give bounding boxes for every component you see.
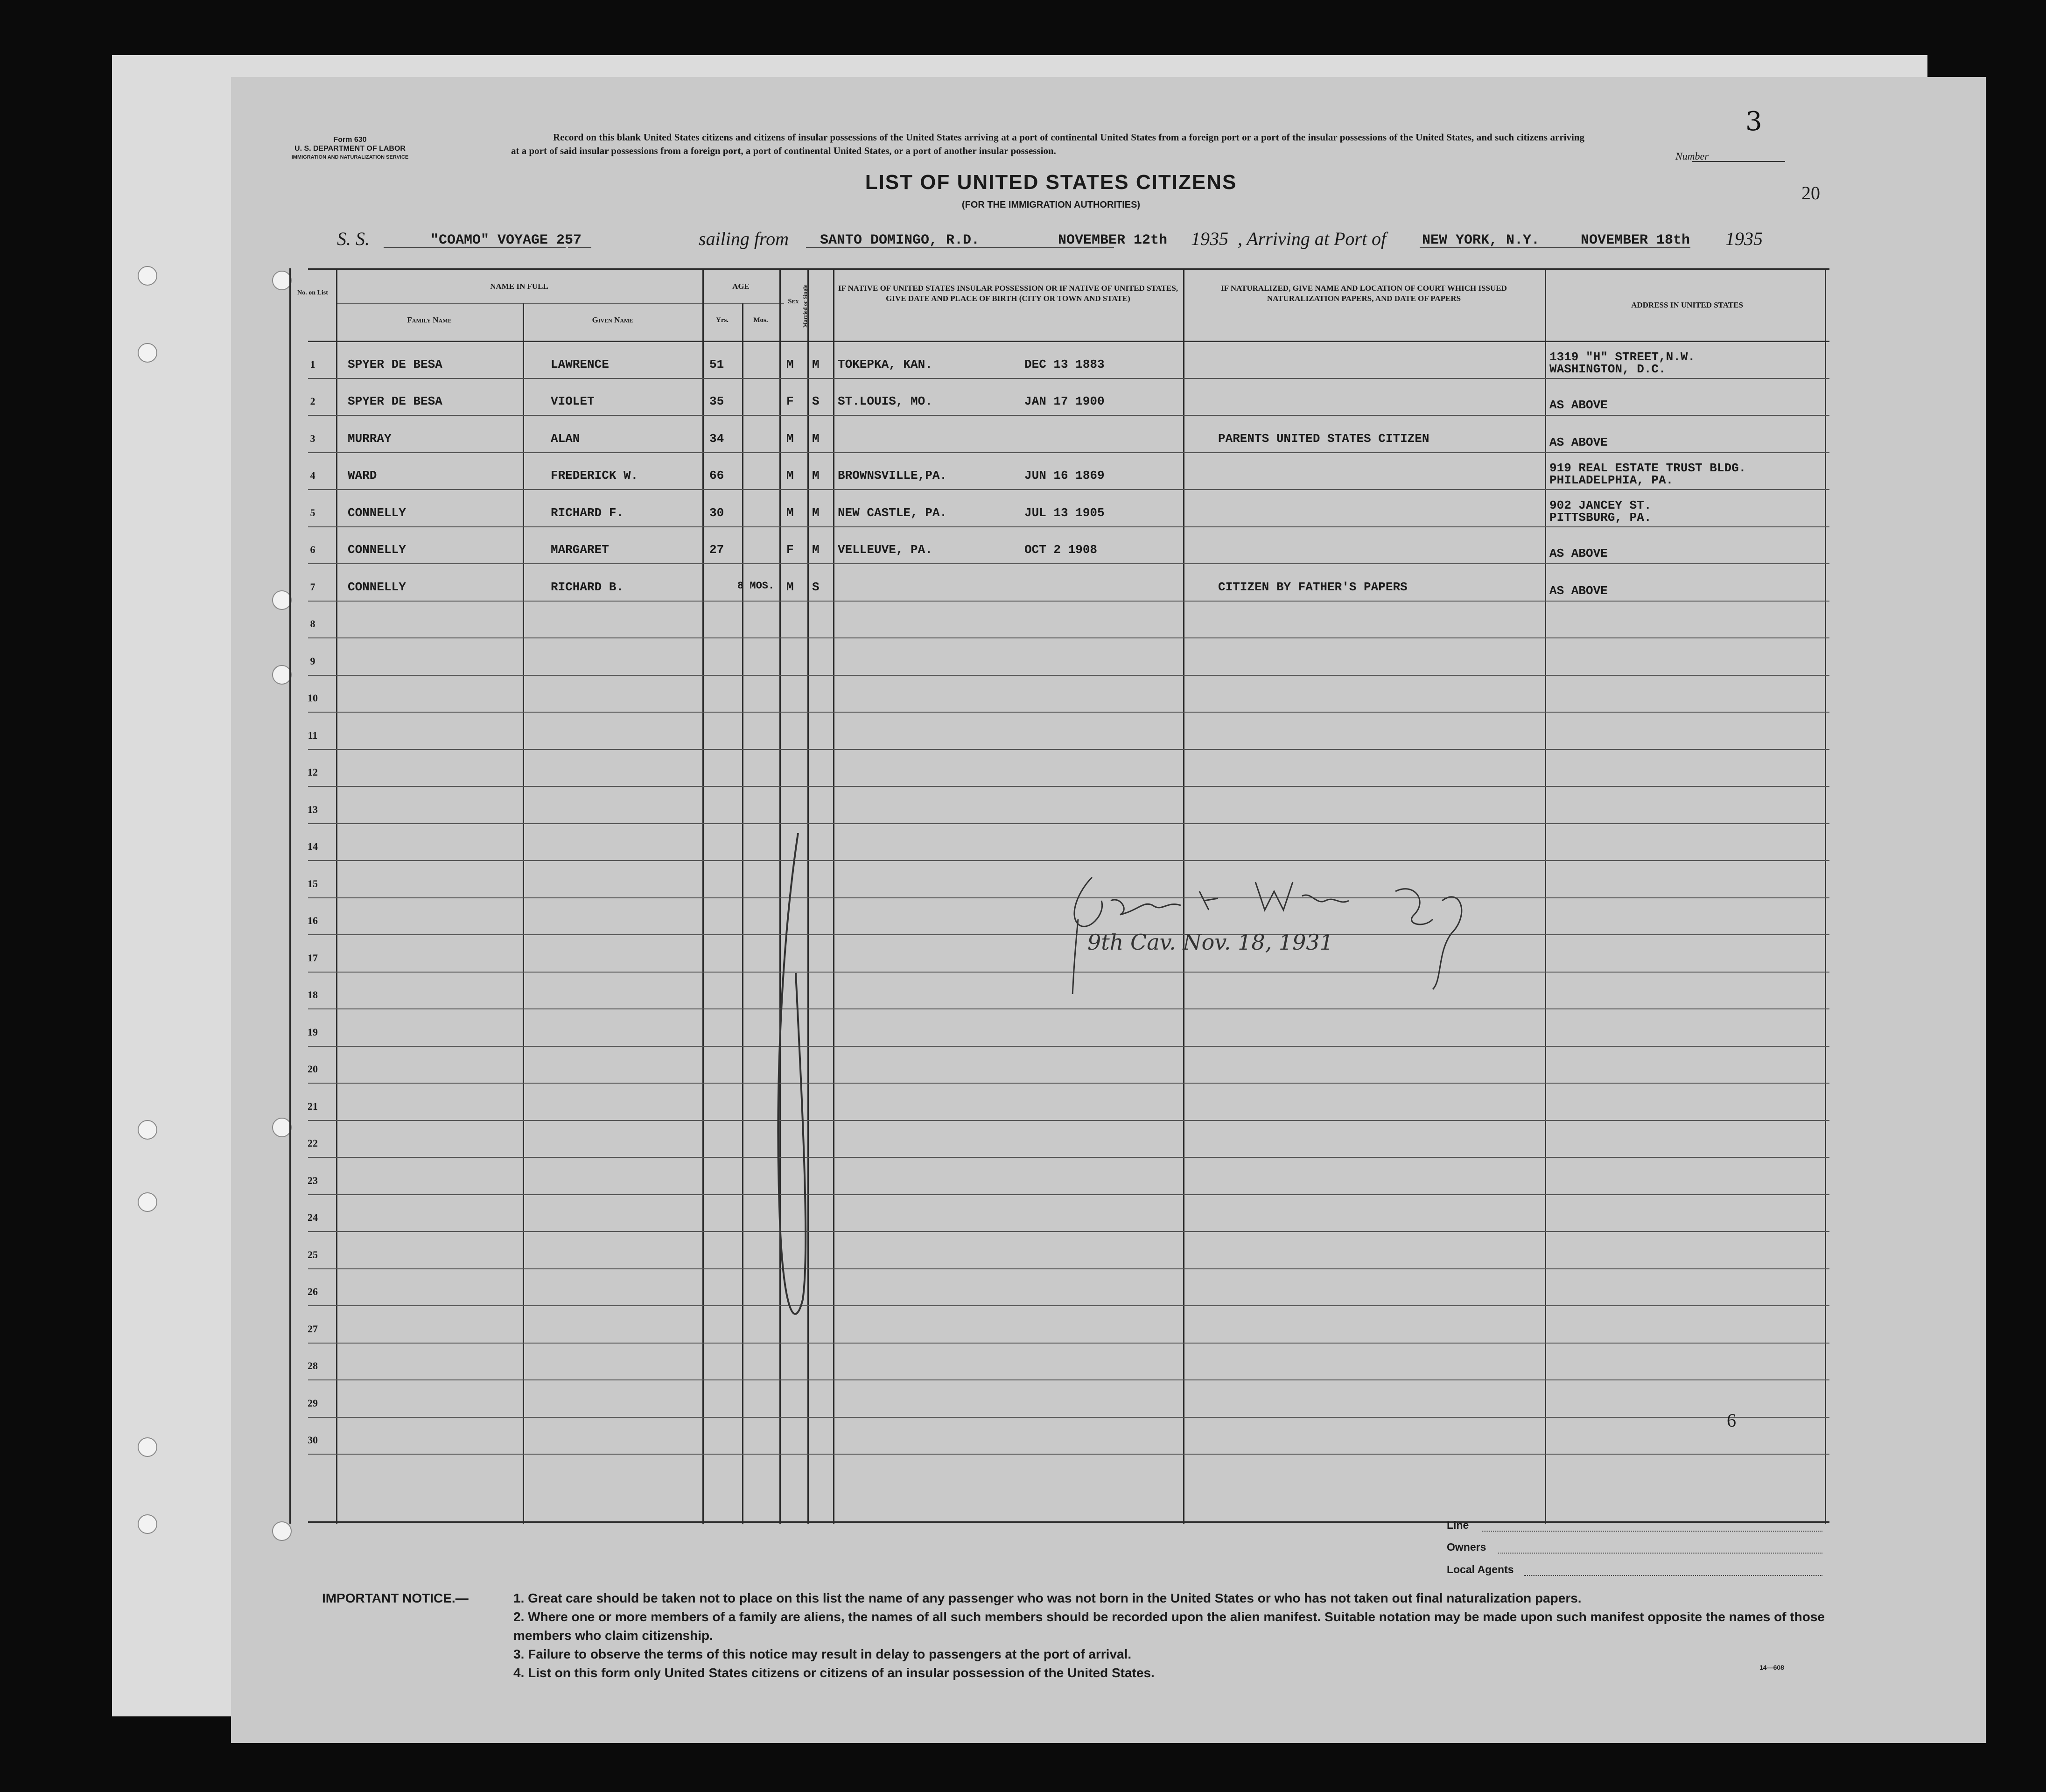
address-line1-cell: AS ABOVE bbox=[1549, 435, 1608, 449]
owners-field bbox=[1498, 1553, 1822, 1554]
row-number: 28 bbox=[308, 1360, 318, 1372]
row-number: 23 bbox=[308, 1174, 318, 1186]
number-underline bbox=[1692, 161, 1785, 162]
row-number: 20 bbox=[308, 1063, 318, 1075]
header-address: ADDRESS IN UNITED STATES bbox=[1631, 301, 1743, 309]
row-rule bbox=[308, 1157, 1829, 1158]
address-line1-cell: 902 JANCEY ST. bbox=[1549, 498, 1652, 512]
notice-item: 3. Failure to observe the terms of this notice may result in delay to passengers at the port of arrival. bbox=[513, 1647, 1132, 1661]
row-rule bbox=[308, 675, 1829, 676]
row-rule bbox=[308, 563, 1829, 564]
row-rule bbox=[308, 1046, 1829, 1047]
row-number: 12 bbox=[308, 766, 318, 778]
row-number: 22 bbox=[308, 1137, 318, 1149]
binder-hole bbox=[138, 1437, 157, 1457]
form-code: 14—608 bbox=[1759, 1664, 1784, 1671]
sex-cell: M bbox=[786, 580, 794, 594]
binder-hole bbox=[272, 1521, 292, 1541]
header-bottom-rule bbox=[308, 341, 1829, 342]
header-birth: IF NATIVE OF UNITED STATES INSULAR POSSESSION OR IF NATIVE OF UNITED STATES, GIVE DATE AND PLACE OF BIRTH (CITY OR TOWN AND STATE) bbox=[838, 284, 1178, 303]
sex-cell: M bbox=[786, 469, 794, 483]
local-agents-label: Local Agents bbox=[1447, 1563, 1514, 1575]
row-number: 3 bbox=[310, 432, 315, 444]
notice-item: 2. Where one or more members of a family are aliens, the names of all such members should be recorded upon the alien manifest. Suitable notation may be made upon such manifest opposite the names of those members who claim citizenship. bbox=[513, 1610, 1825, 1643]
page-title: LIST OF UNITED STATES CITIZENS bbox=[865, 171, 1237, 194]
row-number: 18 bbox=[308, 989, 318, 1001]
family-name-cell: CONNELLY bbox=[348, 580, 406, 594]
sex-cell: F bbox=[786, 543, 794, 557]
family-name-cell: WARD bbox=[348, 469, 377, 483]
row-rule bbox=[308, 526, 1829, 527]
arrival-date: NOVEMBER 18th bbox=[1581, 232, 1690, 248]
row-number: 4 bbox=[310, 469, 315, 481]
col-rule bbox=[1545, 268, 1546, 1524]
table-bottom-rule bbox=[308, 1521, 1829, 1523]
binder-hole bbox=[138, 343, 157, 363]
row-number: 1 bbox=[310, 358, 315, 370]
row-rule bbox=[308, 712, 1829, 713]
row-rule bbox=[308, 601, 1829, 602]
ship-underline-end bbox=[568, 247, 591, 248]
marital-status-cell: S bbox=[812, 580, 820, 594]
age-years-cell: 35 bbox=[709, 394, 724, 408]
header-given-name: Given Name bbox=[592, 315, 633, 324]
row-rule bbox=[308, 1231, 1829, 1232]
row-rule bbox=[308, 452, 1829, 453]
address-line1-cell: 1319 "H" STREET,N.W. bbox=[1549, 350, 1696, 364]
row-number: 24 bbox=[308, 1211, 318, 1223]
sex-cell: F bbox=[786, 394, 794, 408]
form-instruction: Record on this blank United States citizens and citizens of insular possessions of the United States arriving at a port of continental United States from a foreign port or a port of the insular possessions of the United States, and such citizens arriving at a port of said insular possessions from a foreign port, a port of continental United States, or a port of another insular possession. bbox=[511, 132, 1584, 156]
handwritten-note: 9th Cav. Nov. 18, 1931 bbox=[1087, 930, 1333, 955]
row-rule bbox=[308, 1305, 1829, 1306]
row-rule bbox=[308, 378, 1829, 379]
passenger-table bbox=[289, 268, 1829, 1524]
row-number: 21 bbox=[308, 1100, 318, 1112]
row-number: 10 bbox=[308, 692, 318, 704]
sex-cell: M bbox=[786, 505, 794, 520]
line-field bbox=[1482, 1531, 1822, 1532]
col-rule bbox=[742, 303, 743, 1524]
address-line1-cell: AS ABOVE bbox=[1549, 398, 1608, 412]
department-name: U. S. DEPARTMENT OF LABOR bbox=[294, 145, 406, 153]
age-years-cell: 66 bbox=[709, 469, 724, 483]
birth-date-cell: DEC 13 1883 bbox=[1024, 357, 1105, 371]
col-rule bbox=[1825, 268, 1826, 1524]
given-name-cell: RICHARD F. bbox=[551, 505, 624, 520]
row-rule bbox=[308, 860, 1829, 861]
birthplace-cell: NEW CASTLE, PA. bbox=[838, 505, 947, 520]
form-identifier bbox=[261, 135, 439, 162]
row-number: 17 bbox=[308, 952, 318, 964]
local-agents-field bbox=[1524, 1575, 1822, 1576]
row-rule bbox=[308, 489, 1829, 490]
margin-mark: 6 bbox=[1727, 1410, 1736, 1431]
binder-hole bbox=[272, 590, 292, 610]
ss-label: S. S. bbox=[337, 228, 370, 249]
col-rule bbox=[336, 268, 337, 1524]
address-line2-cell: WASHINGTON, D.C. bbox=[1549, 362, 1666, 376]
departure-year: 1935 bbox=[1191, 228, 1228, 249]
given-name-cell: ALAN bbox=[551, 431, 580, 446]
family-name-cell: CONNELLY bbox=[348, 543, 406, 557]
row-rule bbox=[308, 1417, 1829, 1418]
departure-date: NOVEMBER 12th bbox=[1058, 232, 1168, 248]
row-number: 2 bbox=[310, 395, 315, 407]
address-line2-cell: PHILADELPHIA, PA. bbox=[1549, 473, 1674, 487]
row-number: 9 bbox=[310, 655, 315, 667]
address-line1-cell: 919 REAL ESTATE TRUST BLDG. bbox=[1549, 461, 1746, 475]
row-rule bbox=[308, 749, 1829, 750]
header-sub-rule bbox=[336, 303, 784, 304]
naturalization-cell: PARENTS UNITED STATES CITIZEN bbox=[1218, 431, 1429, 446]
binder-hole bbox=[138, 266, 157, 286]
row-number: 16 bbox=[308, 915, 318, 926]
owners-label: Owners bbox=[1447, 1541, 1486, 1553]
header-name-in-full: NAME IN FULL bbox=[490, 282, 548, 291]
header-no-on-list: No. on List bbox=[297, 289, 328, 296]
birth-date-cell: JUL 13 1905 bbox=[1024, 505, 1105, 520]
notice-item: 4. List on this form only United States citizens or citizens of an insular possession of the United States. bbox=[513, 1666, 1155, 1680]
sex-cell: M bbox=[786, 431, 794, 446]
header-sex: Sex bbox=[788, 298, 799, 305]
ship-name: "COAMO" VOYAGE 257 bbox=[430, 232, 582, 248]
marital-status-cell: M bbox=[812, 469, 820, 483]
voyage-line bbox=[337, 228, 1784, 250]
given-name-cell: VIOLET bbox=[551, 394, 595, 408]
age-years-cell: 51 bbox=[709, 357, 724, 371]
birthplace-cell: ST.LOUIS, MO. bbox=[838, 394, 932, 408]
arriving-label: , Arriving at Port of bbox=[1238, 228, 1387, 249]
birthplace-cell: BROWNSVILLE,PA. bbox=[838, 469, 947, 483]
marital-status-cell: M bbox=[812, 505, 820, 520]
col-rule bbox=[289, 268, 291, 1524]
family-name-cell: CONNELLY bbox=[348, 505, 406, 520]
sex-cell: M bbox=[786, 357, 794, 371]
address-line2-cell: PITTSBURG, PA. bbox=[1549, 510, 1652, 525]
row-number: 8 bbox=[310, 618, 315, 630]
row-rule bbox=[308, 1194, 1829, 1195]
row-number: 26 bbox=[308, 1286, 318, 1297]
address-line1-cell: AS ABOVE bbox=[1549, 583, 1608, 598]
col-rule bbox=[833, 268, 834, 1524]
row-number: 15 bbox=[308, 877, 318, 889]
row-number: 30 bbox=[308, 1434, 318, 1446]
given-name-cell: RICHARD B. bbox=[551, 580, 624, 594]
row-rule bbox=[308, 1083, 1829, 1084]
binder-hole bbox=[272, 665, 292, 685]
header-yrs: Yrs. bbox=[715, 316, 729, 324]
binder-hole bbox=[138, 1514, 157, 1534]
table-top-rule bbox=[308, 268, 1829, 270]
marital-status-cell: M bbox=[812, 431, 820, 446]
page-subtitle: (FOR THE IMMIGRATION AUTHORITIES) bbox=[961, 200, 1141, 210]
birthplace-cell: TOKEPKA, KAN. bbox=[838, 357, 932, 371]
notice-heading: IMPORTANT NOTICE.— bbox=[322, 1591, 469, 1605]
family-name-cell: MURRAY bbox=[348, 431, 392, 446]
binder-hole bbox=[272, 271, 292, 290]
given-name-cell: LAWRENCE bbox=[551, 357, 609, 371]
age-months-cell: 8 MOS. bbox=[737, 580, 775, 592]
birth-date-cell: JUN 16 1869 bbox=[1024, 469, 1105, 483]
departure-port: SANTO DOMINGO, R.D. bbox=[820, 232, 980, 248]
row-rule bbox=[308, 1008, 1829, 1009]
arrival-port: NEW YORK, N.Y. bbox=[1422, 232, 1540, 248]
address-line1-cell: AS ABOVE bbox=[1549, 546, 1608, 560]
marital-status-cell: M bbox=[812, 357, 820, 371]
row-number: 13 bbox=[308, 803, 318, 815]
handwritten-signature bbox=[1059, 873, 1479, 994]
sailing-label: sailing from bbox=[699, 228, 789, 249]
row-rule bbox=[308, 1120, 1829, 1121]
header-age: AGE bbox=[732, 282, 750, 291]
row-number: 19 bbox=[308, 1026, 318, 1038]
signature-long-stroke bbox=[765, 833, 817, 1370]
row-rule bbox=[308, 1454, 1829, 1455]
age-years-cell: 30 bbox=[709, 505, 724, 520]
header-married-or-single: Married or Single bbox=[802, 285, 808, 328]
binder-hole bbox=[138, 1120, 157, 1140]
age-years-cell: 27 bbox=[709, 543, 724, 557]
row-rule bbox=[308, 415, 1829, 416]
row-number: 29 bbox=[308, 1397, 318, 1409]
line-label: Line bbox=[1447, 1519, 1469, 1531]
family-name-cell: SPYER DE BESA bbox=[348, 357, 442, 371]
row-rule bbox=[308, 637, 1829, 638]
row-rule bbox=[308, 823, 1829, 824]
row-number: 11 bbox=[308, 729, 318, 741]
row-rule bbox=[308, 786, 1829, 787]
form-number: Form 630 bbox=[333, 136, 367, 144]
row-rule bbox=[308, 1343, 1829, 1344]
row-number: 5 bbox=[310, 506, 315, 518]
number-label: Number bbox=[1675, 150, 1709, 162]
age-years-cell: 34 bbox=[709, 431, 724, 446]
row-number: 14 bbox=[308, 840, 318, 852]
given-name-cell: FREDERICK W. bbox=[551, 469, 638, 483]
marital-status-cell: M bbox=[812, 543, 820, 557]
notice-item: 1. Great care should be taken not to place on this list the name of any passenger who was not born in the United States or who has not taken out final naturalization papers. bbox=[513, 1591, 1582, 1605]
page-number: 20 bbox=[1801, 182, 1820, 203]
service-name: IMMIGRATION AND NATURALIZATION SERVICE bbox=[291, 154, 409, 160]
row-rule bbox=[308, 1379, 1829, 1380]
header-naturalized: IF NATURALIZED, GIVE NAME AND LOCATION OF COURT WHICH ISSUED NATURALIZATION PAPERS, AND DATE OF PAPERS bbox=[1221, 284, 1507, 303]
binder-hole bbox=[138, 1192, 157, 1212]
header-mos: Mos. bbox=[753, 316, 768, 324]
list-number: 3 bbox=[1745, 106, 1762, 137]
birth-date-cell: JAN 17 1900 bbox=[1024, 394, 1105, 408]
birthplace-cell: VELLEUVE, PA. bbox=[838, 543, 932, 557]
binder-hole bbox=[272, 1118, 292, 1137]
header-family-name: Family Name bbox=[407, 315, 452, 324]
family-name-cell: SPYER DE BESA bbox=[348, 394, 442, 408]
marital-status-cell: S bbox=[812, 394, 820, 408]
row-number: 7 bbox=[310, 581, 315, 593]
row-number: 6 bbox=[310, 544, 315, 555]
col-rule bbox=[523, 303, 524, 1524]
arrival-year: 1935 bbox=[1725, 228, 1763, 249]
naturalization-cell: CITIZEN BY FATHER'S PAPERS bbox=[1218, 580, 1408, 594]
given-name-cell: MARGARET bbox=[551, 543, 609, 557]
row-number: 25 bbox=[308, 1248, 318, 1260]
col-rule bbox=[702, 268, 704, 1524]
birth-date-cell: OCT 2 1908 bbox=[1024, 543, 1098, 557]
row-rule bbox=[308, 1268, 1829, 1269]
row-number: 27 bbox=[308, 1323, 318, 1335]
